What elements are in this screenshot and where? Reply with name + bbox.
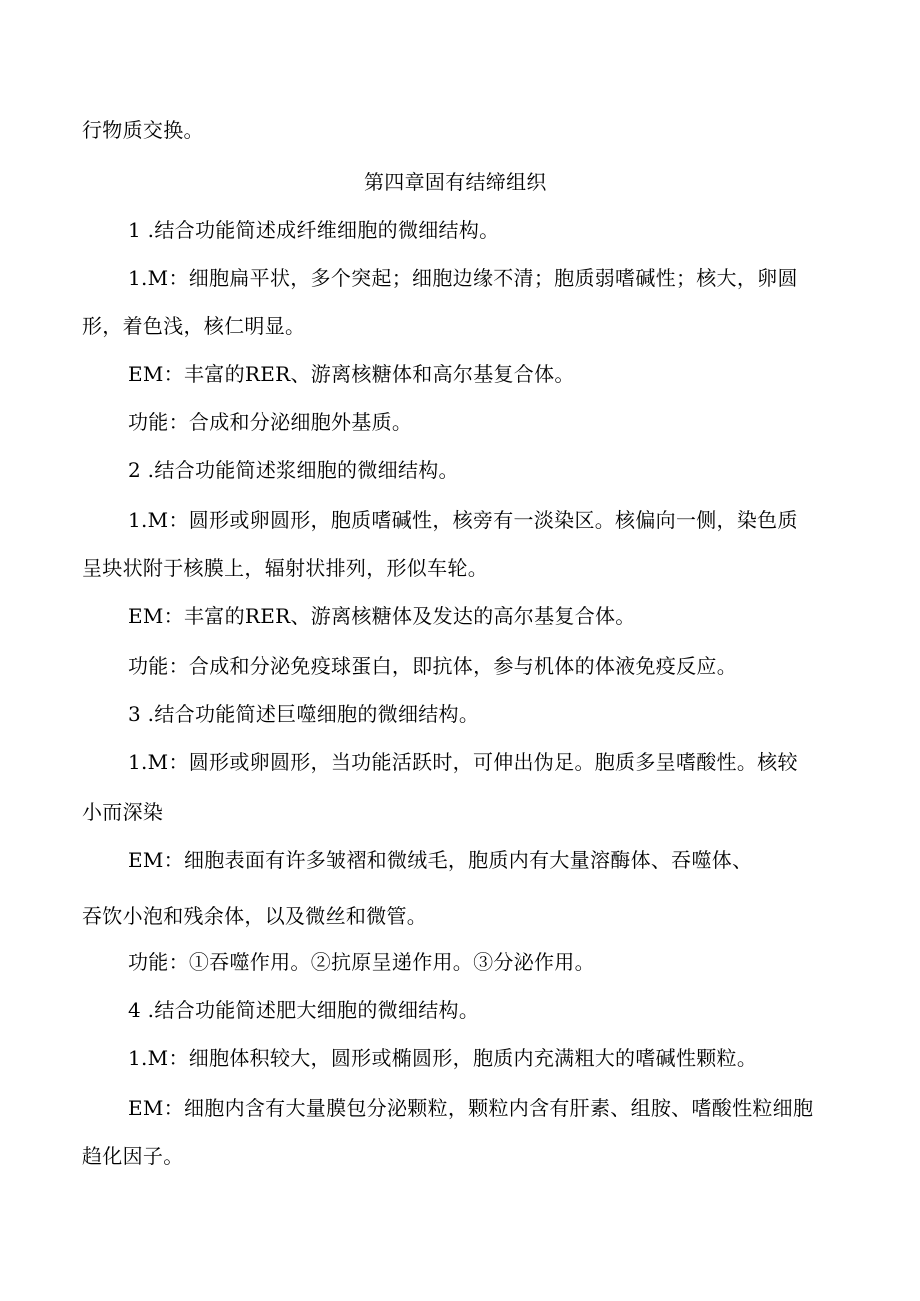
answer-3-function: 功能：①吞噬作用。②抗原呈递作用。③分泌作用。 bbox=[128, 950, 595, 974]
answer-3-em: EM：细胞表面有许多皱褶和微绒毛，胞质内有大量溶酶体、吞噬体、 bbox=[128, 848, 753, 872]
answer-4-em: EM：细胞内含有大量膜包分泌颗粒，颗粒内含有肝素、组胺、嗜酸性粒细胞 bbox=[128, 1096, 814, 1120]
text-line-continuation: 行物质交换。 bbox=[82, 118, 204, 142]
answer-1-function: 功能：合成和分泌细胞外基质。 bbox=[128, 410, 413, 434]
question-1: 1 .结合功能简述成纤维细胞的微细结构。 bbox=[128, 218, 500, 242]
answer-3-lm-cont: 小而深染 bbox=[82, 800, 164, 824]
question-4: 4 .结合功能简述肥大细胞的微细结构。 bbox=[128, 998, 480, 1022]
answer-1-lm: 1.M：细胞扁平状，多个突起；细胞边缘不清；胞质弱嗜碱性；核大，卵圆 bbox=[128, 266, 798, 290]
question-2: 2 .结合功能简述浆细胞的微细结构。 bbox=[128, 458, 459, 482]
answer-4-lm: 1.M：细胞体积较大，圆形或椭圆形，胞质内充满粗大的嗜碱性颗粒。 bbox=[128, 1046, 758, 1070]
answer-2-em: EM：丰富的RER、游离核糖体及发达的高尔基复合体。 bbox=[128, 604, 636, 628]
answer-1-em: EM：丰富的RER、游离核糖体和高尔基复合体。 bbox=[128, 362, 575, 386]
answer-2-function: 功能：合成和分泌免疫球蛋白，即抗体，参与机体的体液免疫反应。 bbox=[128, 654, 737, 678]
answer-2-lm: 1.M：圆形或卵圆形，胞质嗜碱性，核旁有一淡染区。核偏向一侧，染色质 bbox=[128, 508, 798, 532]
question-3: 3 .结合功能简述巨噬细胞的微细结构。 bbox=[128, 702, 480, 726]
answer-1-lm-cont: 形，着色浅，核仁明显。 bbox=[82, 314, 306, 338]
answer-3-lm: 1.M：圆形或卵圆形，当功能活跃时，可伸出伪足。胞质多呈嗜酸性。核较 bbox=[128, 750, 798, 774]
chapter-title: 第四章固有结缔组织 bbox=[364, 170, 547, 194]
answer-4-em-cont: 趋化因子。 bbox=[82, 1144, 184, 1168]
answer-2-lm-cont: 呈块状附于核膜上，辐射状排列，形似车轮。 bbox=[82, 556, 488, 580]
answer-3-em-cont: 吞饮小泡和残余体，以及微丝和微管。 bbox=[82, 904, 428, 928]
